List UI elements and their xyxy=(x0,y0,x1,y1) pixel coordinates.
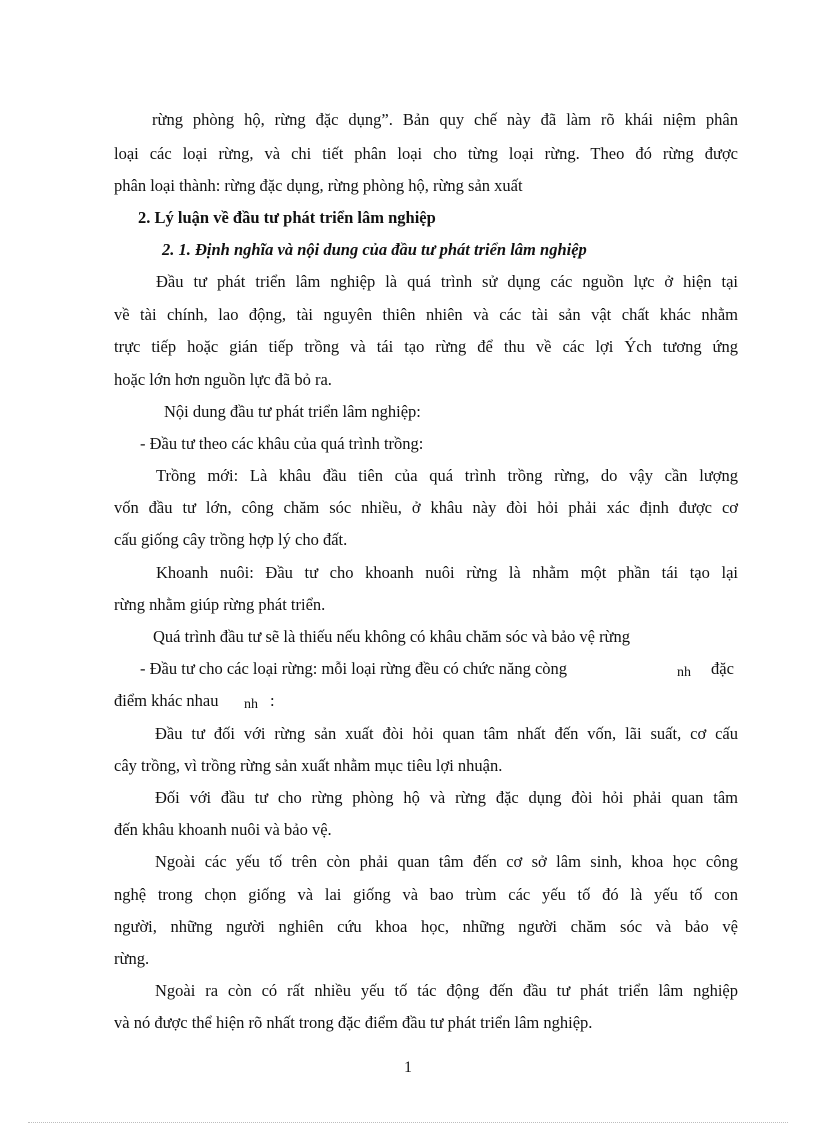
text-line: Ngoài các yếu tố trên còn phải quan tâm đến cơ sở lâm sinh, khoa học công xyxy=(155,852,738,871)
text-line: - Đầu tư theo các khâu của quá trình trồng: xyxy=(140,434,424,453)
text-line: - Đầu tư cho các loại rừng: mỗi loại rừng đều có chức năng còng xyxy=(140,659,568,678)
text-line: Trồng mới: Là khâu đầu tiên của quá trình trồng rừng, do vậy cần lượng xyxy=(156,466,738,485)
text-line: về tài chính, lao động, tài nguyên thiên nhiên và các tài sản vật chất khác nhằm xyxy=(114,305,738,324)
section-heading: 2. Lý luận về đầu tư phát triển lâm nghiệp xyxy=(138,208,436,227)
text-line: Đầu tư đối với rừng sản xuất đòi hỏi quan tâm nhất đến vốn, lãi suất, cơ cấu xyxy=(155,724,738,743)
text-fragment: đặc xyxy=(711,659,734,678)
text-fragment: : xyxy=(270,691,275,710)
text-line: Quá trình đầu tư sẽ là thiếu nếu không có khâu chăm sóc và bảo vệ rừng xyxy=(153,627,631,646)
text-line: Nội dung đầu tư phát triển lâm nghiệp: xyxy=(164,402,421,421)
text-line: người, những người nghiên cứu khoa học, những người chăm sóc và bảo vệ xyxy=(114,917,738,936)
text-line: nghệ trong chọn giống và lai giống và bao trùm các yếu tố đó là yếu tố con xyxy=(114,885,738,904)
text-line: Đối với đầu tư cho rừng phòng hộ và rừng đặc dụng đòi hỏi phải quan tâm xyxy=(155,788,738,807)
text-line: đến khâu khoanh nuôi và bảo vệ. xyxy=(114,820,332,839)
stray-fragment: nh xyxy=(677,665,691,680)
text-line: Khoanh nuôi: Đầu tư cho khoanh nuôi rừng là nhằm một phần tái tạo lại xyxy=(156,563,738,582)
text-line: hoặc lớn hơn nguồn lực đã bỏ ra. xyxy=(114,370,332,389)
page-number: 1 xyxy=(404,1059,412,1076)
text-line: và nó được thể hiện rõ nhất trong đặc điểm đầu tư phát triển lâm nghiệp. xyxy=(114,1013,593,1032)
text-line: loại các loại rừng, và chi tiết phân loại cho từng loại rừng. Theo đó rừng được xyxy=(114,144,738,163)
text-line: Đầu tư phát triển lâm nghiệp là quá trình sử dụng các nguồn lực ở hiện tại xyxy=(156,272,738,291)
text-line: Ngoài ra còn có rất nhiều yếu tố tác động đến đầu tư phát triển lâm nghiệp xyxy=(155,981,738,1000)
text-line: cây trồng, vì trồng rừng sản xuất nhằm mục tiêu lợi nhuận. xyxy=(114,756,503,775)
text-line: rừng phòng hộ, rừng đặc dụng”. Bản quy chế này đã làm rõ khái niệm phân xyxy=(152,110,738,129)
text-line: điểm khác nhau xyxy=(114,691,219,710)
text-line: rừng nhằm giúp rừng phát triển. xyxy=(114,595,326,614)
text-line: phân loại thành: rừng đặc dụng, rừng phòng hộ, rừng sản xuất xyxy=(114,176,523,195)
subsection-heading: 2. 1. Định nghĩa và nội dung của đầu tư phát triển lâm nghiệp xyxy=(162,240,587,259)
stray-fragment: nh xyxy=(244,697,258,712)
text-line: trực tiếp hoặc gián tiếp trồng và tái tạo rừng để thu về các lợi Ých tương ứng xyxy=(114,337,738,356)
text-line: vốn đầu tư lớn, công chăm sóc nhiều, ở khâu này đòi hỏi phải xác định được cơ xyxy=(114,498,738,517)
text-line: rừng. xyxy=(114,949,150,968)
text-line: cấu giống cây trồng hợp lý cho đất. xyxy=(114,530,348,549)
